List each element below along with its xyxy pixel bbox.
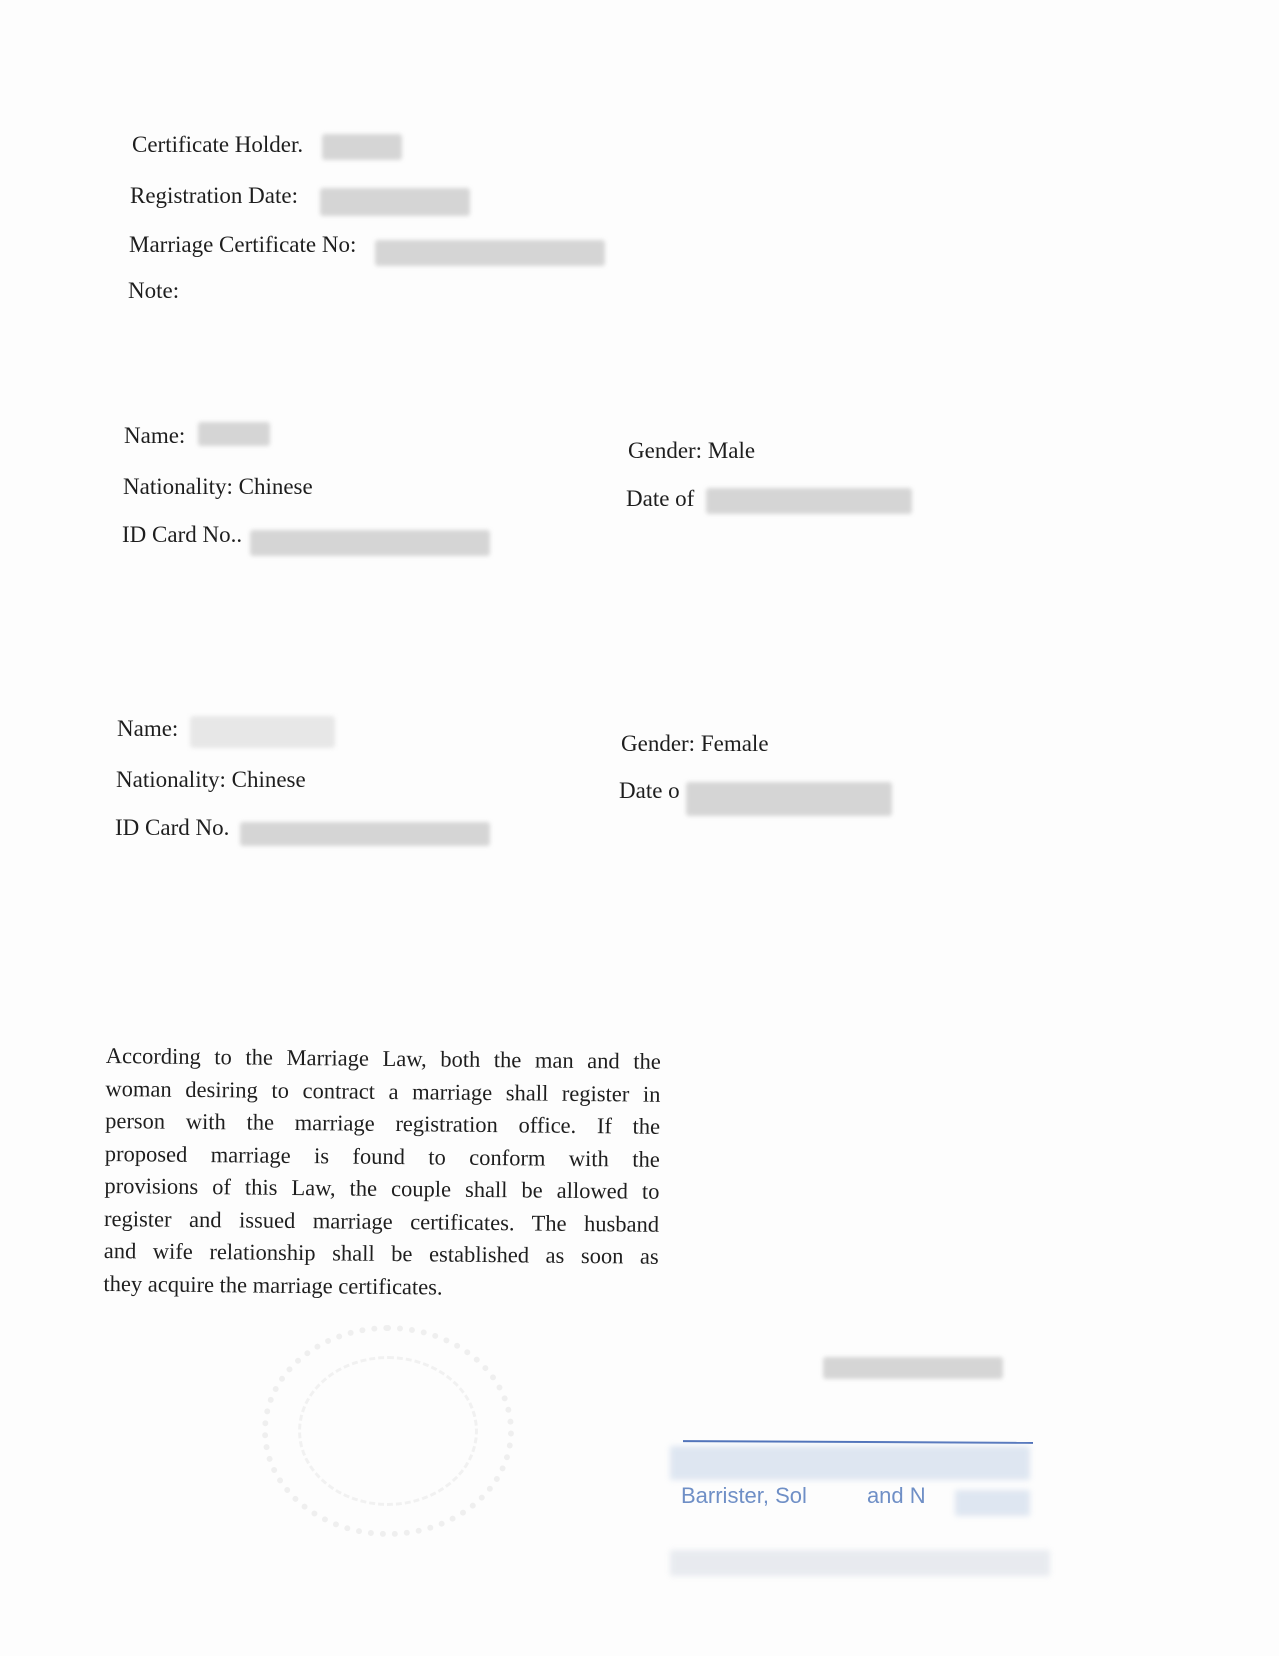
registration-date-label: Registration Date: — [130, 183, 298, 208]
statement-line: woman desiring to contract a marriage shall register in — [105, 1075, 661, 1107]
redacted-holder — [322, 134, 402, 160]
redacted-husband-name — [198, 422, 270, 446]
redacted-notary-name — [670, 1446, 1030, 1480]
certificate-holder-label: Certificate Holder. — [132, 132, 304, 157]
redacted-signature — [823, 1357, 1003, 1379]
husband-dob-label: Date of — [626, 486, 695, 511]
redacted-wife-name — [190, 716, 335, 748]
husband-id-label: ID Card No.. — [122, 522, 243, 547]
embossed-seal — [262, 1325, 514, 1537]
redacted-notary-details — [670, 1550, 1050, 1576]
redacted-notary-title — [955, 1490, 1030, 1516]
notary-title-part1: Barrister, Sol — [681, 1483, 807, 1508]
wife-name-label: Name: — [117, 716, 179, 741]
statement-line: they acquire the marriage certificates. — [103, 1270, 443, 1300]
wife-id-label: ID Card No. — [115, 815, 230, 840]
statement-line: provisions of this Law, the couple shall be allowed to — [104, 1172, 660, 1204]
statement-line: and wife relationship shall be established as soon as — [103, 1237, 659, 1269]
redacted-husband-dob — [706, 488, 912, 514]
notary-title-part2: and N — [866, 1483, 926, 1508]
signature-line — [683, 1440, 1033, 1444]
marriage-law-statement — [103, 1040, 661, 1306]
husband-name-label: Name: — [124, 423, 186, 448]
statement-line: According to the Marriage Law, both the man and the — [105, 1042, 661, 1074]
redacted-wife-id — [240, 822, 490, 846]
note-label: Note: — [128, 278, 180, 303]
wife-dob-label: Date o — [619, 778, 680, 803]
redacted-registration-date — [320, 188, 470, 216]
statement-line: register and issued marriage certificates. The husband — [104, 1205, 660, 1237]
redacted-certificate-no — [375, 240, 605, 266]
husband-gender: Gender: Male — [628, 438, 756, 463]
husband-nationality: Nationality: Chinese — [123, 474, 313, 499]
wife-gender: Gender: Female — [621, 731, 769, 756]
redacted-husband-id — [250, 530, 490, 556]
redacted-wife-dob — [686, 782, 892, 816]
wife-nationality: Nationality: Chinese — [116, 767, 306, 792]
notary-stamp-title — [681, 1483, 926, 1509]
statement-line: proposed marriage is found to conform with the — [104, 1140, 660, 1172]
statement-line: person with the marriage registration office. If the — [105, 1107, 661, 1139]
certificate-no-label: Marriage Certificate No: — [129, 232, 357, 257]
